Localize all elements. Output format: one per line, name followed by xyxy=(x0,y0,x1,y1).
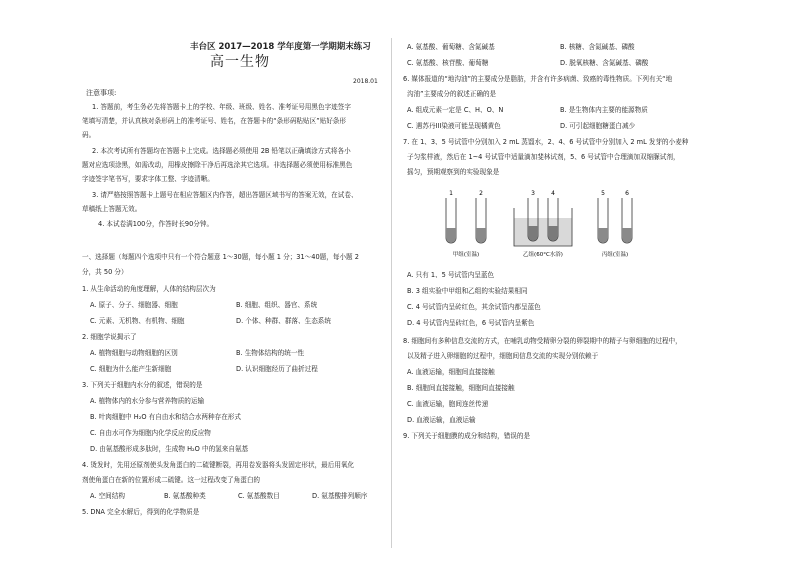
group-label: 丙组(室温) xyxy=(601,252,629,258)
option: C. 氨基酸数目 xyxy=(238,492,280,500)
option: A. 血液运输，细胞间直接接触 xyxy=(407,368,495,376)
option: B. 是生物体内主要的能源物质 xyxy=(560,106,648,114)
question-stem: 3. 下列关于细胞内水分的叙述，错误的是 xyxy=(82,381,203,389)
tube-label: 4 xyxy=(551,190,555,197)
question-stem: 5. DNA 完全水解后，得到的化学物质是 xyxy=(82,508,200,516)
option: D. 脱氧核糖、含氮碱基、磷酸 xyxy=(560,59,649,67)
test-tube-figure xyxy=(432,188,652,260)
option: B. 细胞、组织、器官、系统 xyxy=(236,301,318,309)
note-line: 草稿纸上答题无效。 xyxy=(82,205,142,213)
option: A. 只有 1、5 号试管内呈蓝色 xyxy=(407,271,495,279)
option: A. 原子、分子、细胞器、细胞 xyxy=(90,301,178,309)
option: D. 个体、种群、群落、生态系统 xyxy=(236,317,331,325)
option: C. 遇苏丹III染液可能呈现橘黄色 xyxy=(407,122,501,130)
question-stem: 摇匀，预期观察到的实验现象是 xyxy=(407,168,500,176)
note-line: 2. 本次考试所有答题均在答题卡上完成。选择题必须使用 2B 铅笔以正确填涂方式将各小 xyxy=(92,147,351,155)
exam-date: 2018.01 xyxy=(353,78,378,85)
column-divider xyxy=(391,38,392,548)
section-intro: 分，共 50 分） xyxy=(82,268,128,276)
question-stem: 7. 在 1、3、5 号试管中分别加入 2 mL 蒸馏水，2、4、6 号试管中分别加入 2 mL 发芽的小麦种 xyxy=(403,138,689,146)
tube-label: 1 xyxy=(449,190,453,197)
option: D. 4 号试管内呈砖红色，6 号试管内呈紫色 xyxy=(407,319,535,327)
note-line: 3. 请严格按照答题卡上题号在相应答题区内作答，超出答题区域书写的答案无效，在试卷、 xyxy=(92,191,358,199)
option: B. 核糖、含氮碱基、磷酸 xyxy=(560,43,635,51)
tube-label: 6 xyxy=(625,190,629,197)
group-label: 甲组(室温) xyxy=(452,252,480,258)
question-stem: 1. 从生命活动的角度理解，人体的结构层次为 xyxy=(82,285,216,293)
school-title: 丰台区 2017—2018 学年度第一学期期末练习 xyxy=(190,42,371,52)
option: A. 氨基酸、葡萄糖、含氮碱基 xyxy=(407,43,495,51)
option: C. 氨基酸、核苷酸、葡萄糖 xyxy=(407,59,489,67)
question-stem: 子匀浆样液，然后在 1~4 号试管中适量滴加斐林试剂，5、6 号试管中合理滴加双缩脲试剂， xyxy=(407,153,680,161)
group-label: 乙组(60°C水浴) xyxy=(523,252,563,258)
question-stem: 以及精子进入卵细胞的过程中，细胞间信息交流的实现分别依赖于 xyxy=(407,352,599,360)
option: B. 生物体结构的统一性 xyxy=(236,349,305,357)
question-stem: 剂使角蛋白在新的位置形成二硫键。这一过程改变了角蛋白的 xyxy=(82,476,261,484)
note-line: 题对应选项涂黑，如需改动，用橡皮擦除干净后再选涂其它选项。非选择题必须使用标准黑色 xyxy=(82,161,353,169)
option: D. 由氨基酸形成多肽时，生成物 H₂O 中的氢来自氨基 xyxy=(90,445,249,453)
question-stem: 6. 媒体报道的“地沟油”的主要成分是脂肪，并含有许多病菌、致癌的毒性物质。下列有关“地 xyxy=(403,75,673,83)
option: C. 元素、无机物、有机物、细胞 xyxy=(90,317,185,325)
question-stem: 2. 细胞学说揭示了 xyxy=(82,333,137,341)
option: D. 可引起细胞糖蛋白减少 xyxy=(560,122,636,130)
tube-6 xyxy=(622,198,632,243)
option: C. 4 号试管内呈砖红色，其余试管内都呈蓝色 xyxy=(407,303,541,311)
tube-1 xyxy=(446,198,456,243)
note-line: 1. 答题前，考生务必先将答题卡上的学校、年级、班级、姓名、准考证号用黑色字迹签字 xyxy=(92,103,351,111)
option: A. 植物细胞与动物细胞的区别 xyxy=(90,349,178,357)
tube-5 xyxy=(598,198,608,243)
tube-label: 2 xyxy=(479,190,483,197)
option: B. 3 组实验中甲组和乙组的实验结果相同 xyxy=(407,287,528,295)
tube-2 xyxy=(476,198,486,243)
option: A. 组成元素一定是 C、H、O、N xyxy=(407,106,504,114)
water-bath-beaker xyxy=(514,208,572,246)
option: C. 细胞为什么能产生新细胞 xyxy=(90,365,172,373)
option: A. 空间结构 xyxy=(90,492,125,500)
option: C. 自由水可作为细胞内化学反应的反应物 xyxy=(90,429,211,437)
question-stem: 9. 下列关于细胞膜的成分和结构，错误的是 xyxy=(403,432,531,440)
note-line: 4. 本试卷满100分，作答时长90分钟。 xyxy=(98,220,214,228)
subject-title: 高一生物 xyxy=(210,54,270,70)
tube-label: 5 xyxy=(601,190,605,197)
question-stem: 8. 细胞间有多种信息交流的方式，在哺乳动物受精卵分裂的卵裂期中的精子与卵细胞的过程中， xyxy=(403,337,682,345)
option: B. 叶肉细胞中 H₂O 有自由水和结合水两种存在形式 xyxy=(90,413,241,421)
section-intro: 一、选择题（每题四个选项中只有一个符合题意 1～30题，每小题 1 分；31～40题，每小题 2 xyxy=(82,253,359,261)
question-stem: 4. 烫发时，先用还原剂使头发角蛋白的二硫键断裂，再用卷发器将头发固定形状，最后用氧化 xyxy=(82,461,355,469)
note-line: 字迹签字笔书写，要求字体工整、字迹清晰。 xyxy=(82,175,214,183)
note-line: 笔填写清楚，并认真核对条形码上的准考证号、姓名，在答题卡的“条形码粘贴区”贴好条形 xyxy=(82,117,346,125)
tube-label: 3 xyxy=(531,190,535,197)
option: B. 氨基酸种类 xyxy=(164,492,206,500)
option: D. 认识细胞经历了曲折过程 xyxy=(236,365,318,373)
option: D. 血液运输，血液运输 xyxy=(407,416,476,424)
note-line: 码。 xyxy=(82,131,96,139)
option: B. 细胞间直接接触，细胞间直接接触 xyxy=(407,384,515,392)
question-stem: 沟油”主要成分的叙述正确的是 xyxy=(407,90,497,98)
option: C. 血液运输，胞间连丝传递 xyxy=(407,400,489,408)
option: D. 氨基酸排列顺序 xyxy=(312,492,368,500)
notes-heading: 注意事项: xyxy=(86,89,117,97)
option: A. 植物体内的水分参与营养物质的运输 xyxy=(90,397,205,405)
